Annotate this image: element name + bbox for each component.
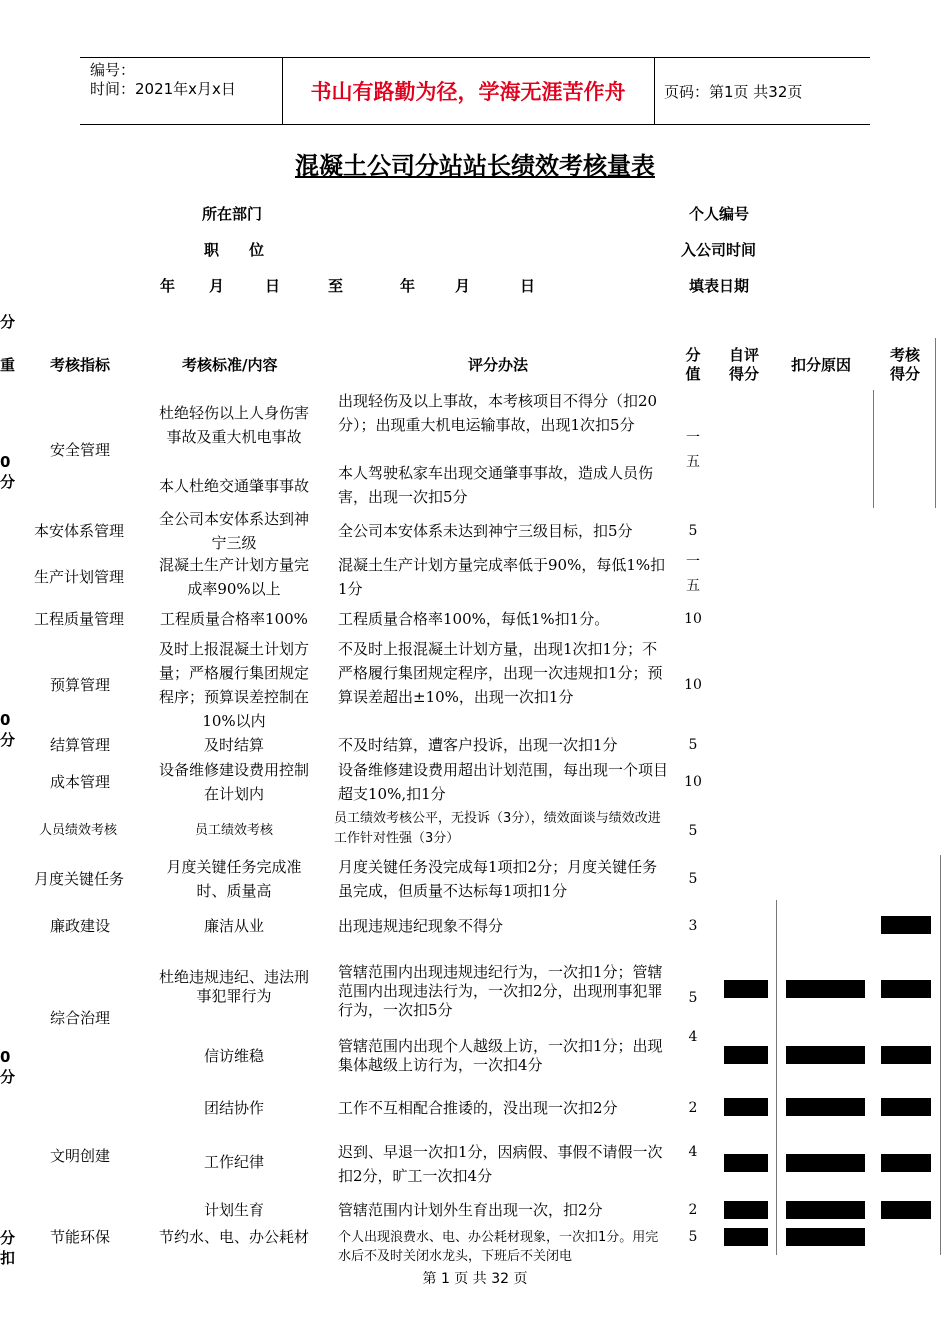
- standard-family-planning: 计划生育: [203, 1201, 264, 1219]
- indicator-monthly-task: 月度关键任务: [34, 870, 125, 888]
- left-fragment: 0: [0, 453, 11, 471]
- standard-production-plan: 混凝土生产计划方量完成率90%以上: [158, 556, 309, 598]
- score-teamwork: 2: [688, 1100, 698, 1116]
- score-integrity: 3: [688, 918, 698, 934]
- standard-teamwork: 团结协作: [203, 1099, 264, 1117]
- score-monthly-task: 5: [688, 871, 698, 887]
- col-header-self-line1: 自评: [728, 346, 759, 364]
- col-header-self: [726, 346, 762, 384]
- indicator-safety: 安全管理: [50, 441, 111, 459]
- filled-cell: [881, 1046, 931, 1064]
- left-fragment: 分: [0, 1229, 16, 1247]
- page-title: [0, 150, 950, 182]
- indicator-production-plan: 生产计划管理: [34, 568, 125, 586]
- col-header-exam: [887, 346, 923, 384]
- col-header-standard: 考核标准/内容: [182, 356, 278, 374]
- standard-staff-appraisal: 员工绩效考核: [194, 823, 273, 838]
- period-day-1: 日: [265, 277, 281, 295]
- period-to: 至: [328, 277, 344, 295]
- indicator-safety-system: 本安体系管理: [34, 522, 125, 540]
- score-production-plan-line2: 五: [686, 578, 700, 594]
- method-settlement: 不及时结算，遭客户投诉，出现一次扣1分: [338, 736, 618, 754]
- standard-settlement: 及时结算: [203, 736, 264, 754]
- method-quality: 工程质量合格率100%，每低1%扣1分。: [338, 610, 610, 628]
- emp-no-label: 个人编号: [689, 205, 750, 223]
- standard-quality: 工程质量合格率100%: [160, 610, 308, 628]
- col-header-indicator: 考核指标: [50, 356, 111, 374]
- page-code: 页码：第1页 共32页: [664, 83, 803, 101]
- filled-cell: [786, 1098, 865, 1116]
- col-header-reason: 扣分原因: [791, 356, 852, 374]
- method-governance-petition: 管辖范围内出现个人越级上访，一次扣1分；出现集体越级上访行为，一次扣4分: [338, 1037, 663, 1074]
- score-production-plan: [682, 550, 704, 598]
- left-fragment: 重: [0, 356, 16, 374]
- standard-integrity: 廉洁从业: [203, 917, 264, 935]
- standard-discipline: 工作纪律: [203, 1153, 264, 1171]
- left-fragment: 扣: [0, 1249, 16, 1267]
- filled-cell: [881, 1098, 931, 1116]
- left-fragment: 分: [0, 731, 16, 749]
- filled-cell: [724, 1046, 768, 1064]
- method-safety-system: 全公司本安体系未达到神宁三级目标，扣5分: [338, 522, 633, 540]
- col-header-score-line2: 值: [685, 365, 701, 383]
- method-energy: 个人出现浪费水、电、办公耗材现象，一次扣1分。用完水后不及时关闭水龙头，下班后不关闭电: [338, 1230, 659, 1264]
- method-safety-injury: 出现轻伤及以上事故，本考核项目不得分（扣20分）；出现重大机电运输事故，出现1次扣5分: [338, 392, 658, 434]
- period-year-1: 年: [160, 277, 176, 295]
- score-quality: 10: [684, 611, 702, 627]
- score-family-planning: 2: [688, 1202, 698, 1218]
- method-staff-appraisal: 员工绩效考核公平，无投诉（3分），绩效面谈与绩效改进工作针对性强（3分）: [334, 811, 661, 846]
- method-teamwork: 工作不互相配合推诿的，没出现一次扣2分: [338, 1099, 618, 1117]
- score-governance-petition: 4: [688, 1029, 698, 1045]
- score-settlement: 5: [688, 737, 698, 753]
- score-governance-crime: 5: [688, 990, 698, 1006]
- score-cost: 10: [684, 774, 702, 790]
- indicator-civility: 文明创建: [50, 1147, 111, 1165]
- filled-cell: [724, 980, 768, 998]
- method-family-planning: 管辖范围内计划外生育出现一次，扣2分: [338, 1201, 603, 1219]
- score-safety-line1: 一: [686, 430, 700, 446]
- page-footer: 第 1 页 共 32 页: [422, 1271, 528, 1287]
- filled-cell: [786, 1154, 865, 1172]
- standard-monthly-task: 月度关键任务完成准时、质量高: [166, 858, 302, 900]
- indicator-settlement: 结算管理: [50, 736, 111, 754]
- standard-governance-petition: 信访维稳: [203, 1047, 264, 1065]
- score-safety-line2: 五: [686, 454, 700, 470]
- standard-safety-system: 全公司本安体系达到神宁三级: [158, 510, 309, 552]
- filled-cell: [881, 916, 931, 934]
- period-year-2: 年: [400, 277, 416, 295]
- standard-energy: 节约水、电、办公耗材: [158, 1228, 309, 1246]
- method-budget: 不及时上报混凝土计划方量，出现1次扣1分；不严格履行集团规定程序，出现一次违规扣1分；预算误差超出±10%，出现一次扣1分: [338, 640, 663, 706]
- period-month-2: 月: [455, 277, 471, 295]
- filled-cell: [881, 1154, 931, 1172]
- col-header-self-line2: 得分: [728, 365, 759, 383]
- dept-label: 所在部门: [202, 205, 263, 223]
- col-header-exam-line2: 得分: [889, 365, 920, 383]
- method-monthly-task: 月度关键任务没完成每1项扣2分；月度关键任务虽完成，但质量不达标每1项扣1分: [338, 858, 658, 900]
- left-fragment: 分: [0, 313, 16, 331]
- standard-governance-crime: 杜绝违规违纪、违法刑事犯罪行为: [158, 968, 309, 1005]
- method-integrity: 出现违规违纪现象不得分: [338, 917, 504, 935]
- score-staff-appraisal: 5: [688, 823, 698, 839]
- indicator-governance: 综合治理: [50, 1009, 111, 1027]
- indicator-integrity: 廉政建设: [50, 917, 111, 935]
- score-safety: [682, 426, 704, 474]
- left-fragment: 分: [0, 473, 16, 491]
- col-header-score-line1: 分: [685, 346, 701, 364]
- filled-cell: [724, 1201, 768, 1219]
- indicator-cost: 成本管理: [50, 773, 111, 791]
- method-governance-crime: 管辖范围内出现违规违纪行为，一次扣1分；管辖范围内出现违法行为，一次扣2分，出现刑事犯罪行为，一次扣5分: [338, 963, 663, 1019]
- standard-safety-injury: 杜绝轻伤以上人身伤害事故及重大机电事故: [158, 404, 309, 446]
- filled-cell: [786, 1046, 865, 1064]
- position-label: 职 位: [204, 241, 265, 259]
- standard-cost: 设备维修建设费用控制在计划内: [158, 761, 309, 803]
- period-day-2: 日: [520, 277, 536, 295]
- score-safety-system: 5: [688, 523, 698, 539]
- method-cost: 设备维修建设费用超出计划范围，每出现一个项目超支10%,扣1分: [338, 761, 669, 803]
- filled-cell: [881, 980, 931, 998]
- indicator-quality: 工程质量管理: [34, 610, 125, 628]
- document-time-label: 时间：2021年x月x日: [90, 80, 236, 98]
- document-number-label: 编号：: [90, 61, 136, 79]
- col-header-method: 评分办法: [468, 356, 529, 374]
- left-fragment: 0: [0, 1048, 11, 1066]
- score-production-plan-line1: 一: [686, 554, 700, 570]
- fill-date-label: 填表日期: [689, 277, 750, 295]
- left-fragment: 分: [0, 1068, 16, 1086]
- filled-cell: [724, 1098, 768, 1116]
- method-safety-traffic: 本人驾驶私家车出现交通肇事事故，造成人员伤害，出现一次扣5分: [338, 464, 654, 506]
- left-fragment: 0: [0, 711, 11, 729]
- indicator-staff-appraisal: 人员绩效考核: [39, 823, 118, 838]
- method-production-plan: 混凝土生产计划方量完成率低于90%，每低1%扣1分: [338, 556, 666, 598]
- score-budget: 10: [684, 677, 702, 693]
- score-energy: 5: [688, 1229, 698, 1245]
- standard-safety-traffic: 本人杜绝交通肇事事故: [158, 477, 309, 495]
- filled-cell: [786, 1201, 865, 1219]
- filled-cell: [786, 1228, 865, 1246]
- filled-cell: [881, 1201, 931, 1219]
- score-discipline: 4: [688, 1144, 698, 1160]
- method-discipline: 迟到、早退一次扣1分，因病假、事假不请假一次扣2分，旷工一次扣4分: [338, 1143, 663, 1185]
- standard-budget: 及时上报混凝土计划方量；严格履行集团规定程序；预算误差控制在10%以内: [158, 640, 309, 730]
- header-motto: 书山有路勤为径，学海无涯苦作舟: [310, 80, 626, 104]
- col-header-score: [684, 346, 702, 384]
- title-text: 混凝土公司分站站长绩效考核量表: [295, 152, 655, 180]
- indicator-budget: 预算管理: [50, 676, 111, 694]
- filled-cell: [724, 1154, 768, 1172]
- col-header-exam-line1: 考核: [889, 346, 920, 364]
- period-month-1: 月: [209, 277, 225, 295]
- filled-cell: [786, 980, 865, 998]
- indicator-energy: 节能环保: [50, 1228, 111, 1246]
- filled-cell: [724, 1228, 768, 1246]
- join-date-label: 入公司时间: [681, 241, 757, 259]
